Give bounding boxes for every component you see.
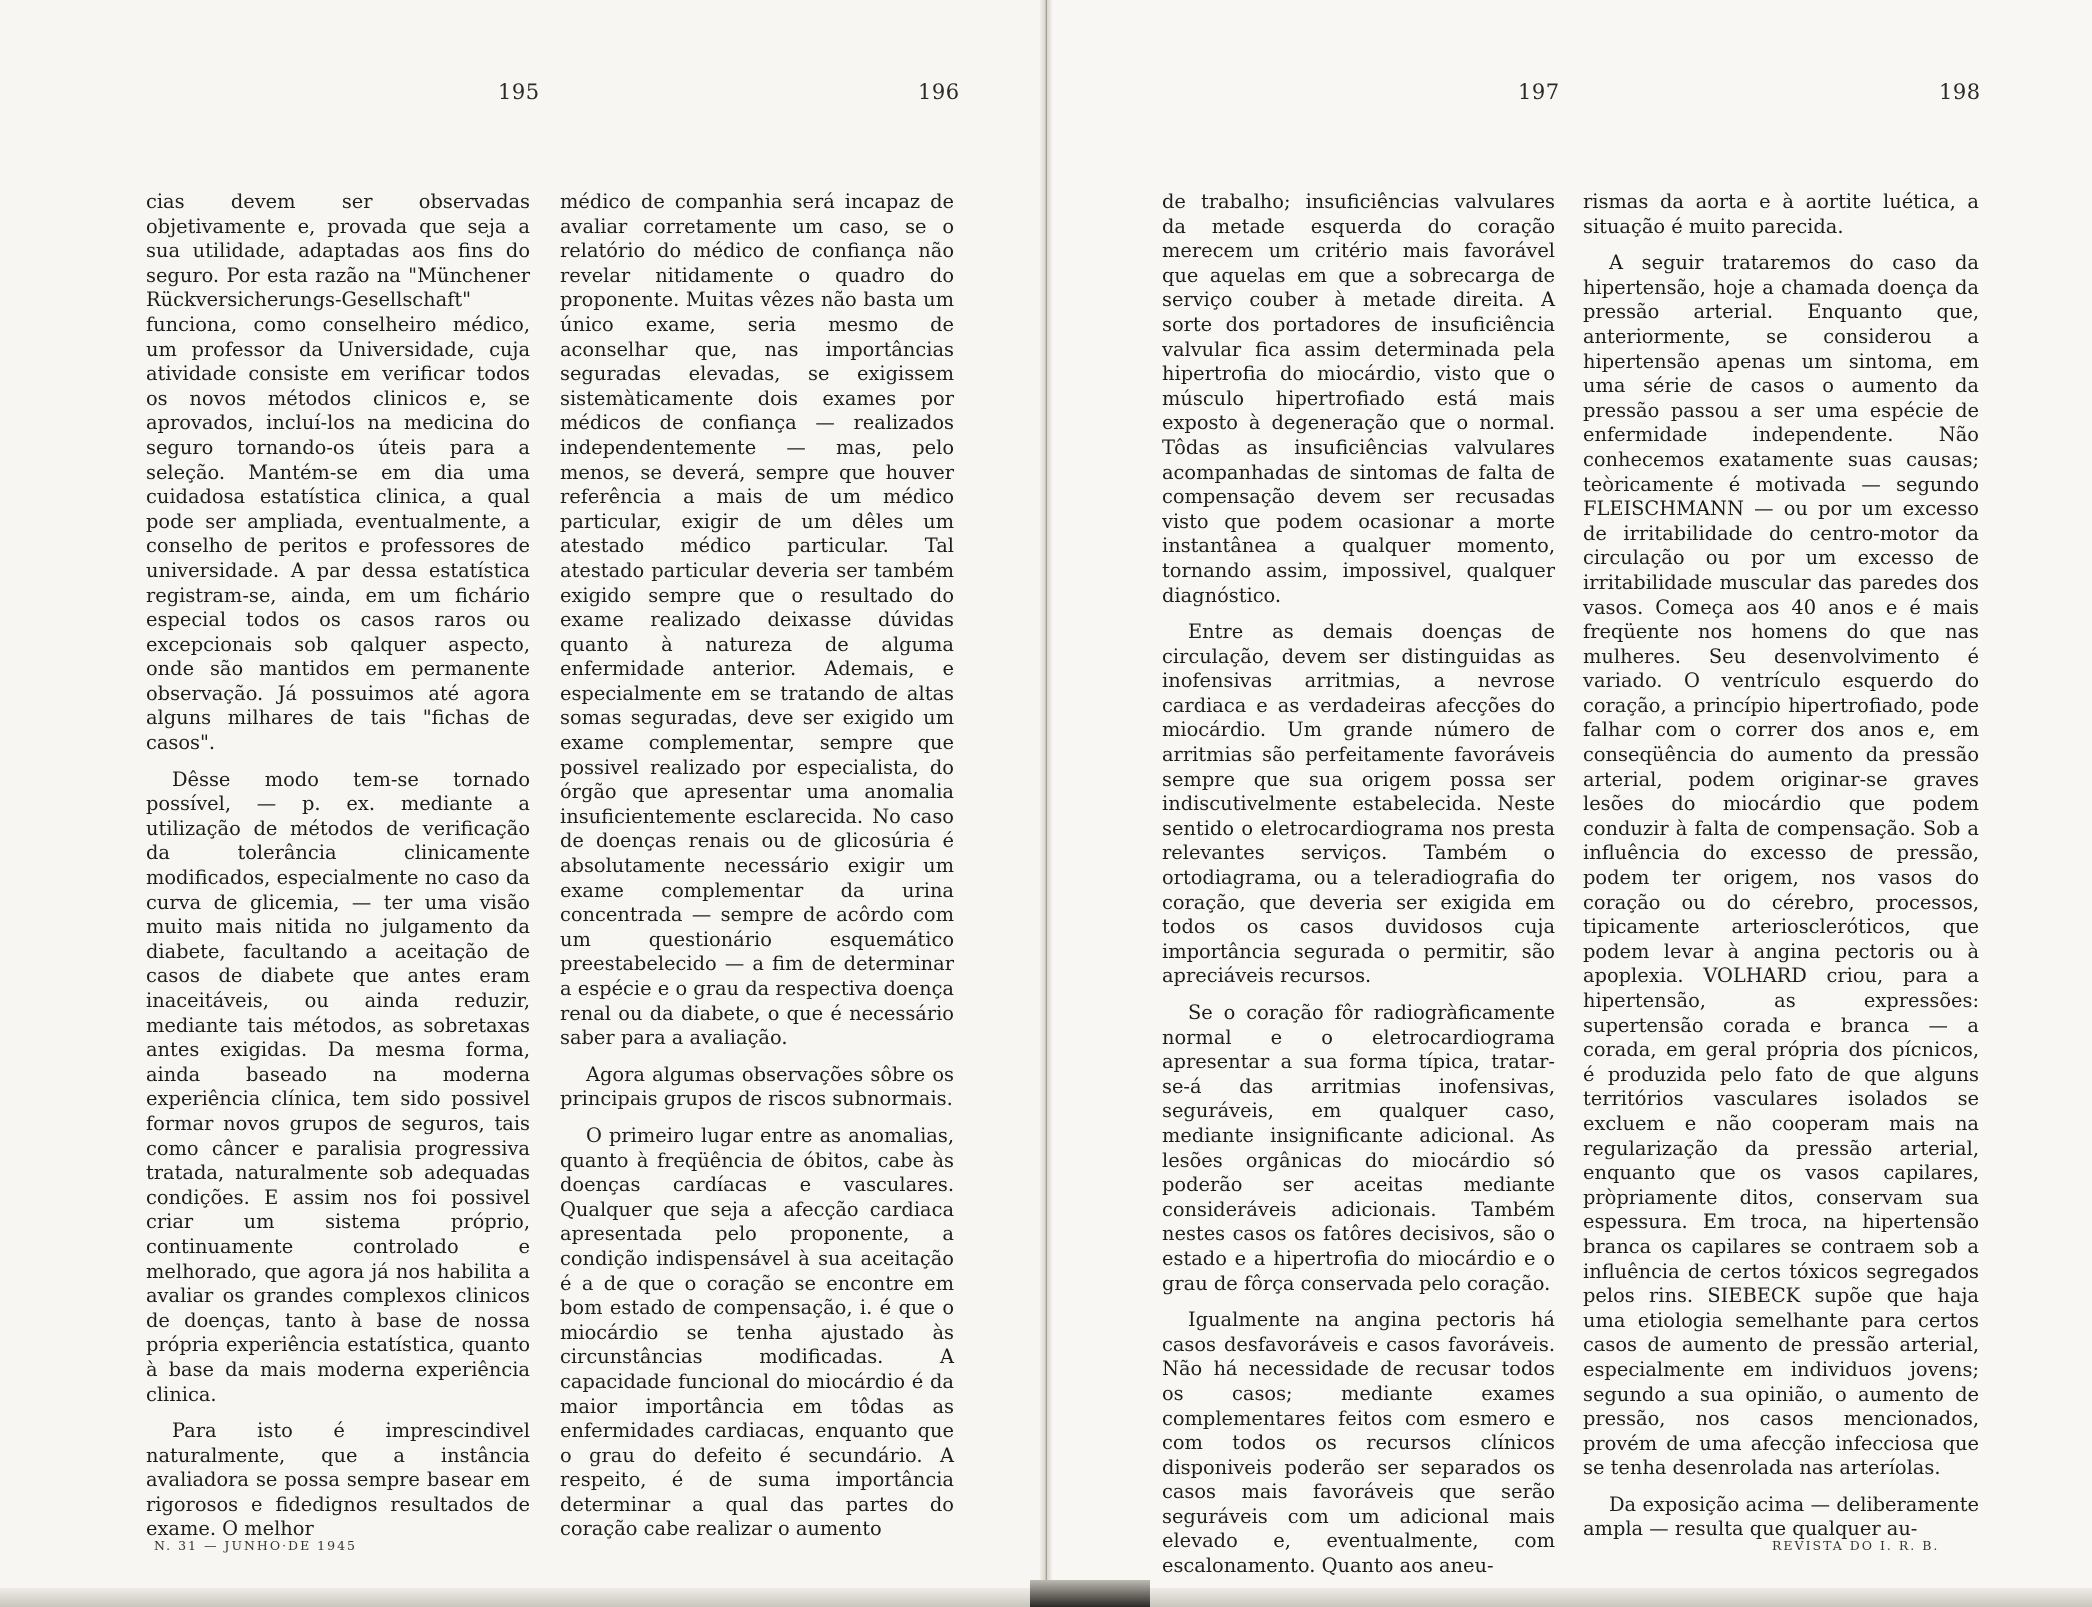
- paragraph: Da exposição acima — deliberamente ampla — resulta que qualquer au-: [1583, 1492, 1979, 1541]
- paragraph: A seguir trataremos do caso da hipertensão, hoje a chamada doença da pressão arterial. Enquanto que, anteriormente, se considerou a hipertensão apenas um sintoma, em uma série de casos o aumento da pressão passou a ser uma espécie de enfermidade independente. Não conhecemos exatamente suas causas; teòricamente é motivada — segundo FLEISCHMANN — ou por um excesso de irritabilidade do centro-motor da circulação ou por um excesso de irritabilidade muscular das paredes dos vasos. Começa aos 40 anos e é mais freqüente nos homens do que nas mulheres. Seu desenvolvimento é variado. O ventrículo esquerdo do coração, a princípio hipertrofiado, pode falhar com o correr dos anos e, em conseqüência do aumento da pressão arterial, podem originar-se graves lesões do miocárdio que podem conduzir à falta de compensação. Sob a influência do excesso de pressão, podem ter origem, nos vasos do coração ou do cérebro, processos, tipicamente arterioscleróticos, que podem levar à angina pectoris ou à apoplexia. VOLHARD criou, para a hipertensão, as expressões: supertensão corada e branca — a corada, em geral própria dos pícnicos, é produzida pelo fato de que alguns territórios vasculares isolados se excluem e não cooperam mais na regularização da pressão arterial, enquanto que os vasos capilares, pròpriamente ditos, conservam sua espessura. Em troca, na hipertensão branca os capilares se contraem sob a influência de certos tóxicos segregados pelos rins. SIEBECK supõe que haja uma etiologia semelhante para certos casos de aumento de pressão arterial, especialmente em individuos jovens; segundo a sua opinião, o aumento de pressão, nos casos mencionados, provém de uma afecção infecciosa que se tenha desenrolada nas arteríolas.: [1583, 251, 1979, 1480]
- gutter-shadow: [1030, 1580, 1150, 1607]
- paragraph: O primeiro lugar entre as anomalias, quanto à freqüência de óbitos, cabe às doenças cardíacas e vasculares. Qualquer que seja a afecção cardiaca apresentada pelo proponente, a condição indispensável à sua aceitação é a de que o coração se encontre em bom estado de compensação, i. é que o miocárdio se tenha ajustado às circunstâncias modificadas. A capacidade funcional do miocárdio é da maior importância em tôdas as enfermidades cardiacas, enquanto que o grau do defeito é secundário. A respeito, é de suma importância determinar a qual das partes do coração cabe realizar o aumento: [560, 1123, 954, 1541]
- paragraph: Dêsse modo tem-se tornado possível, — p. ex. mediante a utilização de métodos de verificação da tolerância clinicamente modificados, especialmente no caso da curva de glicemia, — ter uma visão muito mais nitida no julgamento da diabete, facultando a aceitação de casos de diabete que antes eram inaceitáveis, ou ainda reduzir, mediante tais métodos, as sobretaxas antes exigidas. Da mesma forma, ainda baseado na moderna experiência clínica, tem sido possivel formar novos grupos de seguros, tais como câncer e paralisia progressiva tratada, naturalmente sob adequadas condições. E assim nos foi possivel criar um sistema próprio, continuamente controlado e melhorado, que agora já nos habilita a avaliar os grandes complexos clinicos de doenças, tanto à base de nossa própria experiência estatística, quanto à base da mais moderna experiência clinica.: [146, 767, 530, 1406]
- paragraph: rismas da aorta e à aortite luética, a situação é muito parecida.: [1583, 190, 1979, 238]
- column-page-198: [1583, 190, 1979, 1542]
- page-number-197: 197: [1518, 80, 1560, 104]
- column-page-197: [1162, 190, 1555, 1579]
- book-gutter: [1040, 0, 1052, 1607]
- footer-journal-name: REVISTA DO I. R. B.: [1772, 1538, 1940, 1553]
- column-page-195: [146, 190, 530, 1542]
- paragraph: Se o coração fôr radiogràficamente normal e o eletrocardiograma apresentar a sua forma típica, tratar-se-á das arritmias inofensivas, seguráveis, em qualquer caso, mediante insignificante adicional. As lesões orgânicas do miocárdio só poderão ser aceitas mediante consideráveis adicionais. Também nestes casos os fatôres decisivos, são o estado e a hipertrofia do miocárdio e o grau de fôrça conservada pelo coração.: [1162, 1001, 1555, 1295]
- paragraph: Entre as demais doenças de circulação, devem ser distinguidas as inofensivas arritmias, a nevrose cardiaca e as verdadeiras afecções do miocárdio. Um grande número de arritmias são perfeitamente favoráveis sempre que sua origem possa ser indiscutivelmente estabelecida. Neste sentido o eletrocardiograma nos presta relevantes serviços. Também o ortodiagrama, ou a teleradiografia do coração, que deveria ser exigida em todos os casos duvidosos cuja importância segurada o permitir, são apreciáveis recursos.: [1162, 620, 1555, 988]
- paragraph: médico de companhia será incapaz de avaliar corretamente um caso, se o relatório do médico de confiança não revelar nitidamente o quadro do proponente. Muitas vêzes não basta um único exame, seria mesmo de aconselhar que, nas importâncias seguradas elevadas, se exigissem sistemàticamente dois exames por médicos de confiança — realizados independentemente — mas, pelo menos, se deverá, sempre que houver referência a mais de um médico particular, exigir de um dêles um atestado médico particular. Tal atestado particular deveria ser também exigido sempre que o resultado do exame realizado deixasse dúvidas quanto à natureza de alguma enfermidade anterior. Ademais, e especialmente em se tratando de altas somas seguradas, deve ser exigido um exame complementar, sempre que possivel realizado por especialista, do órgão que apresentar uma anomalia insuficientemente esclarecida. No caso de doenças renais ou de glicosúria é absolutamente necessário exigir um exame complementar da urina concentrada — sempre de acôrdo com um questionário esquemático preestabelecido — a fim de determinar a espécie e o grau da respectiva doença renal ou da diabete, o que é necessário saber para a avaliação.: [560, 190, 954, 1050]
- page-number-198: 198: [1939, 80, 1981, 104]
- paragraph: de trabalho; insuficiências valvulares da metade esquerda do coração merecem um critério mais favorável que aquelas em que a sobrecarga de serviço couber à metade direita. A sorte dos portadores de insuficiência valvular fica assim determinada pela hipertrofia do miocárdio, visto que o músculo hipertrofiado está mais exposto à degeneração que o normal. Tôdas as insuficiências valvulares acompanhadas de sintomas de falta de compensação devem ser recusadas visto que podem ocasionar a morte instantânea a qualquer momento, tornando assim, impossivel, qualquer diagnóstico.: [1162, 190, 1555, 607]
- column-page-196: [560, 190, 954, 1542]
- paragraph: Igualmente na angina pectoris há casos desfavoráveis e casos favoráveis. Não há necessidade de recusar todos os casos; mediante exames complementares feitos com esmero e com todos os recursos clínicos disponiveis poderão ser separados os casos mais favoráveis que serão seguráveis com um adicional mais elevado e, eventualmente, com escalonamento. Quanto aos aneu-: [1162, 1308, 1555, 1578]
- paragraph: Agora algumas observações sôbre os principais grupos de riscos subnormais.: [560, 1062, 954, 1111]
- page-number-195: 195: [498, 80, 540, 104]
- footer-issue-date: N. 31 — JUNHO·DE 1945: [154, 1538, 357, 1553]
- paragraph: cias devem ser observadas objetivamente e, provada que seja a sua utilidade, adaptadas aos fins do seguro. Por esta razão na "Münchener Rückversicherungs-Gesellschaft" funciona, como conselheiro médico, um professor da Universidade, cuja atividade consiste em verificar todos os novos métodos clinicos e, se aprovados, incluí-los na medicina do seguro tornando-os úteis para a seleção. Mantém-se em dia uma cuidadosa estatística clinica, a qual pode ser ampliada, eventualmente, a conselho de peritos e professores de universidade. A par dessa estatística registram-se, ainda, em um fichário especial todos os casos raros ou excepcionais sob qalquer aspecto, onde são mantidos em permanente observação. Já possuimos até agora alguns milhares de tais "fichas de casos".: [146, 190, 530, 755]
- page-number-196: 196: [918, 80, 960, 104]
- paragraph: Para isto é imprescindivel naturalmente, que a instância avaliadora se possa sempre basear em rigorosos e fidedignos resultados de exame. O melhor: [146, 1419, 530, 1541]
